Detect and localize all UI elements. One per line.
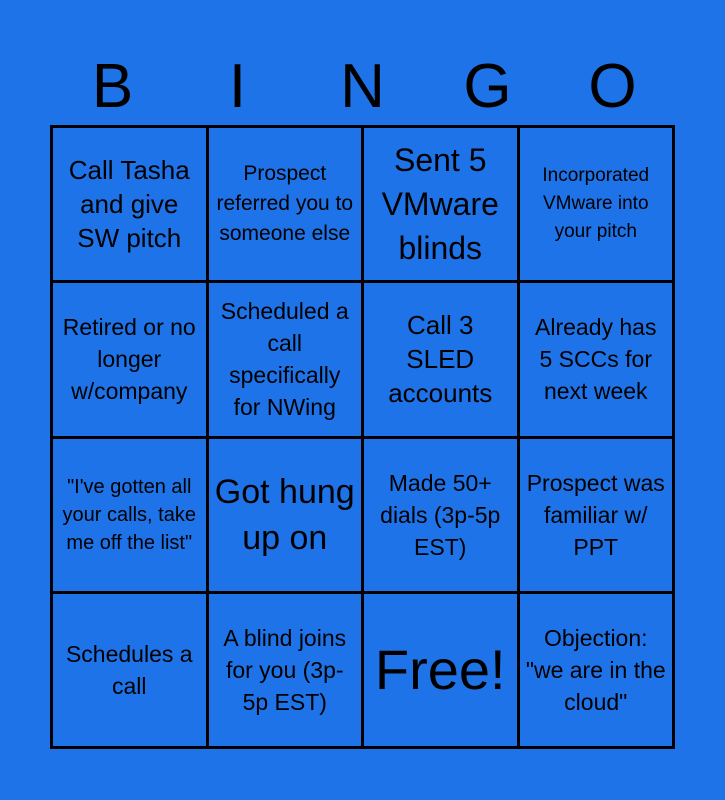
bingo-cell[interactable] bbox=[53, 439, 206, 591]
bingo-cell[interactable] bbox=[209, 128, 362, 280]
bingo-cell[interactable] bbox=[53, 594, 206, 746]
bingo-cell[interactable] bbox=[520, 439, 673, 591]
cell-text: Call 3 SLED accounts bbox=[388, 310, 493, 409]
bingo-grid bbox=[50, 125, 675, 749]
cell-text: Schedules a call bbox=[65, 640, 193, 699]
header-letter-i: I bbox=[228, 52, 247, 121]
cell-text: Prospect was familiar w/ PPT bbox=[526, 469, 665, 560]
bingo-cell[interactable] bbox=[364, 128, 517, 280]
cell-text: A blind joins for you (3p-5p EST) bbox=[223, 624, 347, 715]
cell-text: Objection: "we are in the cloud" bbox=[525, 624, 666, 715]
bingo-cell[interactable] bbox=[520, 283, 673, 435]
bingo-cell[interactable] bbox=[520, 128, 673, 280]
bingo-cell[interactable] bbox=[53, 128, 206, 280]
cell-text: Scheduled a call specifically for NWing bbox=[220, 298, 349, 421]
cell-text: Free! bbox=[374, 637, 506, 701]
header-letter-o: O bbox=[588, 52, 637, 121]
cell-text: Made 50+ dials (3p-5p EST) bbox=[380, 469, 501, 560]
cell-text: "I've gotten all your calls, take me off the list" bbox=[62, 475, 196, 554]
cell-text: Sent 5 VMware blinds bbox=[381, 142, 499, 267]
bingo-cell[interactable] bbox=[209, 439, 362, 591]
bingo-free-cell[interactable] bbox=[364, 594, 517, 746]
header-letter-n: N bbox=[340, 52, 385, 121]
header-letter-b: B bbox=[91, 52, 134, 121]
bingo-cell[interactable] bbox=[209, 594, 362, 746]
bingo-cell[interactable] bbox=[520, 594, 673, 746]
bingo-cell[interactable] bbox=[364, 283, 517, 435]
cell-text: Got hung up on bbox=[214, 472, 355, 557]
bingo-cell[interactable] bbox=[53, 283, 206, 435]
cell-text: Retired or no longer w/company bbox=[62, 314, 196, 405]
cell-text: Already has 5 SCCs for next week bbox=[535, 314, 657, 405]
cell-text: Call Tasha and give SW pitch bbox=[68, 155, 190, 254]
bingo-header bbox=[50, 52, 675, 122]
bingo-cell[interactable] bbox=[209, 283, 362, 435]
header-letter-g: G bbox=[463, 52, 512, 121]
bingo-cell[interactable] bbox=[364, 439, 517, 591]
cell-text: Prospect referred you to someone else bbox=[216, 162, 354, 246]
cell-text: Incorporated VMware into your pitch bbox=[542, 165, 650, 243]
